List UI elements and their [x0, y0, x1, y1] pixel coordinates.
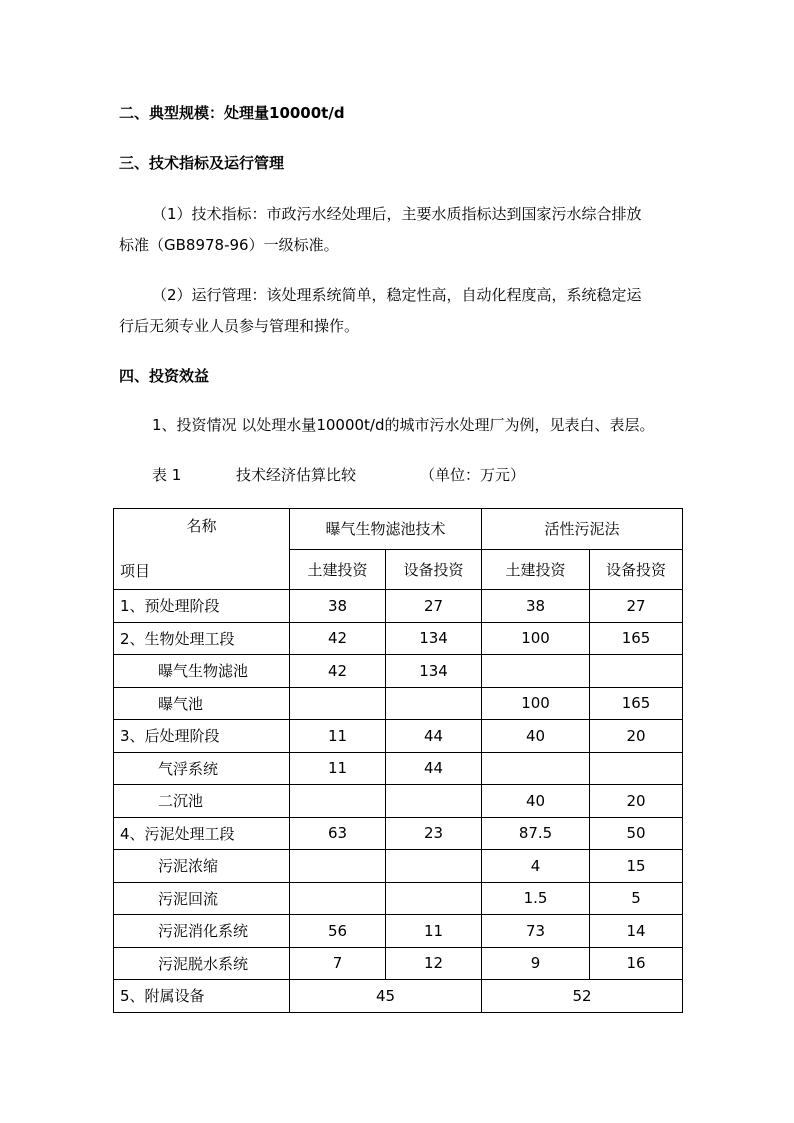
table-row [114, 720, 683, 753]
paragraph-technical-indicators-line2: 标准（GB8978-96）一级标准。 [119, 236, 339, 254]
table-corner-cell [114, 509, 290, 590]
cell-value: 38 [290, 590, 386, 623]
row-label: 污泥浓缩 [114, 850, 290, 883]
header-item: 项目 [120, 562, 151, 580]
row-label: 曝气池 [114, 687, 290, 720]
cell-value: 165 [590, 622, 683, 655]
cell-value [590, 655, 683, 688]
subheader-equipment: 设备投资 [590, 549, 683, 590]
table-row [114, 590, 683, 623]
heading-technical-indicators: 三、技术指标及运行管理 [119, 154, 285, 172]
table-row [114, 622, 683, 655]
table-row [114, 947, 683, 980]
table-row [114, 752, 683, 785]
table-row [114, 655, 683, 688]
cell-value: 44 [386, 752, 482, 785]
cell-value: 42 [290, 622, 386, 655]
subheader-civil: 土建投资 [482, 549, 590, 590]
row-label: 曝气生物滤池 [114, 655, 290, 688]
cell-value: 73 [482, 915, 590, 948]
cell-value: 40 [482, 720, 590, 753]
table-row [114, 980, 683, 1013]
cell-value: 52 [482, 980, 683, 1013]
cell-value: 11 [290, 720, 386, 753]
cell-value [386, 687, 482, 720]
cell-value: 16 [590, 947, 683, 980]
cell-value: 14 [590, 915, 683, 948]
header-group-activated-sludge: 活性污泥法 [482, 509, 683, 550]
table-row [114, 850, 683, 883]
header-group-baf: 曝气生物滤池技术 [290, 509, 482, 550]
row-label: 污泥回流 [114, 882, 290, 915]
paragraph-operation-line2: 行后无须专业人员参与管理和操作。 [119, 317, 360, 335]
row-label: 污泥消化系统 [114, 915, 290, 948]
row-label: 二沉池 [114, 785, 290, 818]
cell-value: 27 [386, 590, 482, 623]
table-unit: （单位：万元） [420, 466, 526, 484]
cell-value: 11 [290, 752, 386, 785]
cell-value: 87.5 [482, 817, 590, 850]
cell-value: 50 [590, 817, 683, 850]
cell-value: 40 [482, 785, 590, 818]
row-label: 5、附属设备 [114, 980, 290, 1013]
row-label: 3、后处理阶段 [114, 720, 290, 753]
cell-value [386, 882, 482, 915]
paragraph-technical-indicators-line1: （1）技术指标：市政污水经处理后，主要水质指标达到国家污水综合排放 [152, 205, 642, 223]
table-title: 技术经济估算比较 [236, 466, 357, 484]
table-number: 表 1 [152, 466, 182, 484]
header-name: 名称 [186, 517, 217, 535]
table-body [114, 590, 683, 1013]
cell-value: 1.5 [482, 882, 590, 915]
cell-value [590, 752, 683, 785]
cell-value: 100 [482, 622, 590, 655]
row-label: 4、污泥处理工段 [114, 817, 290, 850]
cell-value [386, 850, 482, 883]
cell-value: 134 [386, 655, 482, 688]
cell-value: 4 [482, 850, 590, 883]
paragraph-investment: 1、投资情况 以处理水量10000t/d的城市污水处理厂为例，见表白、表层。 [152, 416, 655, 434]
cell-value [290, 785, 386, 818]
cell-value: 7 [290, 947, 386, 980]
cell-value [290, 687, 386, 720]
cell-value: 63 [290, 817, 386, 850]
cell-value: 165 [590, 687, 683, 720]
investment-comparison-table [113, 508, 683, 1013]
cell-value: 100 [482, 687, 590, 720]
cell-value: 134 [386, 622, 482, 655]
cell-value: 9 [482, 947, 590, 980]
table-row [114, 915, 683, 948]
paragraph-operation-line1: （2）运行管理：该处理系统简单，稳定性高，自动化程度高，系统稳定运 [152, 286, 642, 304]
cell-value: 20 [590, 785, 683, 818]
row-label: 2、生物处理工段 [114, 622, 290, 655]
cell-value: 56 [290, 915, 386, 948]
cell-value [290, 882, 386, 915]
cell-value [482, 655, 590, 688]
cell-value [290, 850, 386, 883]
cell-value: 45 [290, 980, 482, 1013]
row-label: 污泥脱水系统 [114, 947, 290, 980]
cell-value: 20 [590, 720, 683, 753]
cell-value [482, 752, 590, 785]
table-row [114, 817, 683, 850]
row-label: 气浮系统 [114, 752, 290, 785]
table-row [114, 687, 683, 720]
cell-value: 38 [482, 590, 590, 623]
cell-value: 42 [290, 655, 386, 688]
heading-investment-benefit: 四、投资效益 [119, 367, 210, 385]
cell-value: 44 [386, 720, 482, 753]
cell-value: 23 [386, 817, 482, 850]
cell-value: 11 [386, 915, 482, 948]
cell-value: 15 [590, 850, 683, 883]
cell-value: 5 [590, 882, 683, 915]
heading-typical-scale: 二、典型规模：处理量10000t/d [119, 104, 345, 122]
subheader-civil: 土建投资 [290, 549, 386, 590]
cell-value [386, 785, 482, 818]
table-row [114, 882, 683, 915]
row-label: 1、预处理阶段 [114, 590, 290, 623]
subheader-equipment: 设备投资 [386, 549, 482, 590]
cell-value: 27 [590, 590, 683, 623]
cell-value: 12 [386, 947, 482, 980]
table-row [114, 785, 683, 818]
